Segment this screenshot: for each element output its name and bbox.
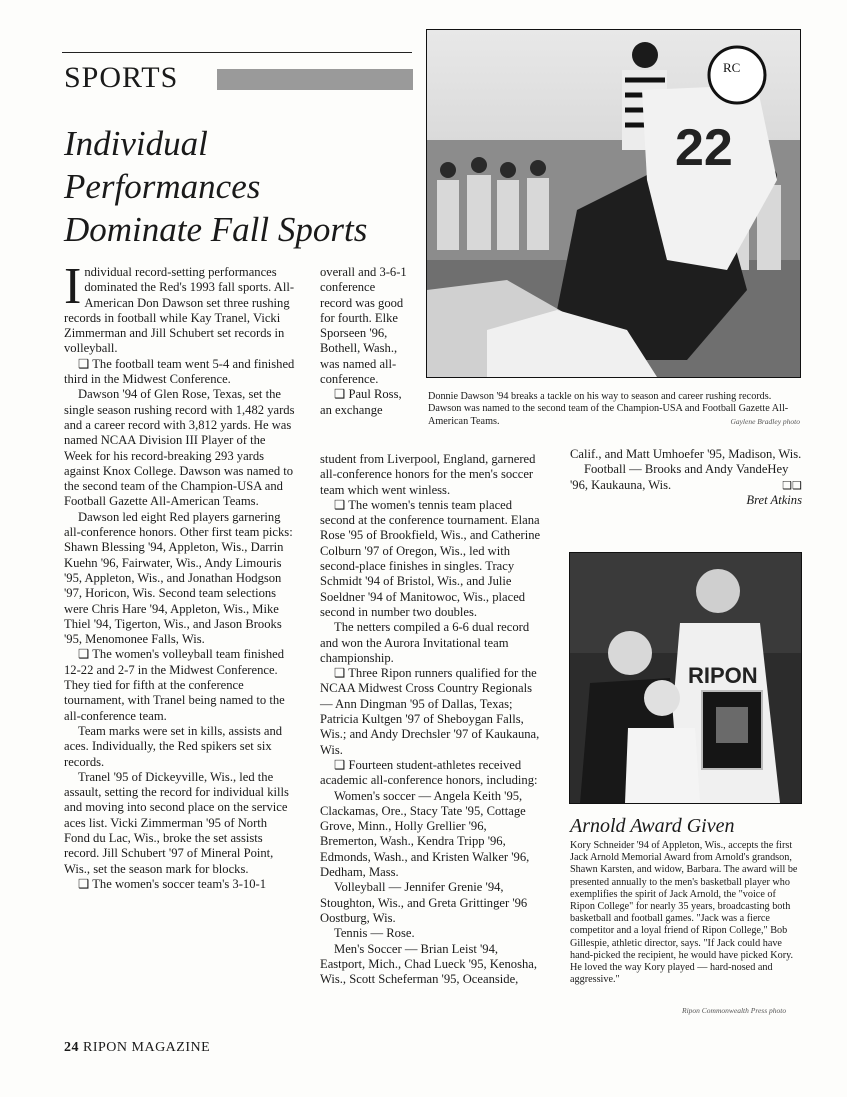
jersey-number: 22	[675, 119, 733, 177]
paragraph: ❑ The women's tennis team placed second at the conference tournament. Elana Rose '95 of Brookfield, Wis., and Catherine Colburn '97 of Oregon, Wis., led with second-place finishes in singles. Tracy Schmidt '94 of Bristol, Wis., and Julie Soeldner '94 of Manitowoc, Wis., placed second in number two doubles.	[320, 497, 541, 619]
paragraph: student from Liverpool, England, garnered all-conference honors for the men's soccer team which went winless.	[320, 452, 536, 497]
end-mark: ❑❑	[782, 478, 802, 492]
paragraph: Tennis — Rose.	[334, 926, 415, 941]
headline	[64, 122, 424, 251]
headline-line-2: Performances	[64, 167, 261, 206]
header-rule	[62, 52, 412, 53]
paragraph: ❑ Paul Ross, an exchange	[320, 387, 402, 417]
section-bar	[217, 69, 413, 90]
photo-credit: Ripon Commonwealth Press photo	[682, 1006, 787, 1015]
lead-paragraph: Individual record-setting performances dominated the Red's 1993 fall sports. All-American Don Dawson set three rushing records in football while Kay Tranel, Vicki Zimmerman and Jill Schubert set records in volleyball.	[64, 258, 295, 356]
paragraph: ❑ Three Ripon runners qualified for the NCAA Midwest Cross Country Regionals — Ann Dingman '95 of Dallas, Texas; Patricia Kultgen '97 of Sheboygan Falls, Wis.; and Andy Drechsler '97 of Kaukauna, Wis.	[320, 666, 540, 757]
page-number: 24	[64, 1040, 79, 1055]
paragraph: The netters compiled a 6-6 dual record and won the Aurora Invitational team championship.	[320, 620, 530, 665]
award-title: Arnold Award Given	[570, 815, 735, 837]
jersey-text: RIPON	[688, 663, 758, 688]
paragraph: ❑ The women's volleyball team finished 12-22 and 2-7 in the Midwest Conference. They tied for fifth at the conference tournament, with Tranel being named to the all-conference team.	[64, 647, 285, 723]
photo-caption: Donnie Dawson '94 breaks a tackle on his way to season and career rushing records. Dawson was named to the second team of the Champion-USA and Football Gazette All-American Teams. Gaylene Bradley photo	[428, 391, 800, 427]
paragraph: Volleyball — Jennifer Grenie '94, Stoughton, Wis., and Greta Grittinger '96 Oostburg, Wis.	[320, 880, 528, 925]
award-photo	[569, 552, 802, 804]
headline-line-1: Individual	[64, 124, 208, 163]
paragraph: Team marks were set in kills, assists and aces. Individually, the Red spikers set six records.	[64, 723, 283, 769]
byline-signature: Bret Atkins	[746, 492, 802, 507]
paragraph: ❑ Fourteen student-athletes received academic all-conference honors, including:	[320, 757, 538, 788]
headline-line-3: Dominate Fall Sports	[64, 210, 368, 249]
article-column-2	[320, 452, 545, 987]
drop-cap: I	[64, 258, 82, 315]
paragraph: Calif., and Matt Umhoefer '95, Madison, Wis.	[570, 447, 802, 461]
paragraph: Women's soccer — Angela Keith '95, Clackamas, Ore., Stacy Tate '95, Cottage Grove, Minn., Holly Grellier '96, Bremerton, Wash., Kendra Tripp '96, Edmonds, Wash., and Kristen Walker '96, Dedham, Mass.	[320, 788, 530, 880]
paragraph: Men's Soccer — Brian Leist '94, Eastport, Mich., Chad Lueck '95, Kenosha, Wis., Scott Scheferman '95, Oceanside,	[320, 941, 538, 987]
paragraph: Football — Brooks and Andy VandeHey '96, Kaukauna, Wis. ❑❑	[570, 462, 802, 492]
paragraph: Dawson led eight Red players garnering all-conference honors. Other first team picks: Shawn Blessing '94, Appleton, Wis., Darrin Kuehn '96, Fairwater, Wis., Andy Limouris '95, Appleton, Wis., and Jonathan Hodgson '97, Horicon, Wis. Second team selections were Chris Hare '94, Appleton, Wis., Mike Thiel '94, Tigerton, Wis., and Jason Brooks '95, Menomonee Falls, Wis.	[64, 509, 293, 647]
magazine-name: RIPON MAGAZINE	[83, 1040, 211, 1055]
paragraph: ❑ The football team went 5-4 and finished third in the Midwest Conference.	[64, 356, 295, 387]
paragraph: Dawson '94 of Glen Rose, Texas, set the single season rushing record with 1,482 yards and a career record with 3,812 yards. He was named NCAA Division III Player of the Week for his record-breaking 293 yards against Knox College. Dawson was named to the second team of the Champion-USA and Football Gazette All-American Teams.	[64, 387, 295, 509]
award-text: Kory Schneider '94 of Appleton, Wis., accepts the first Jack Arnold Memorial Award from Arnold's grandson, Shawn Karsten, and widow, Barbara. The award will be presented annually to the men's basketball player who exemplifies the spirit of Jack Arnold, the "voice of Ripon College" for nearly 35 years, broadcasting both basketball and football games. "Jack was a fierce competitor and a loyal friend of Ripon College," Bob Gillespie, athletic director, says. "If Jack could have hand-picked the recipient, he would have picked Kory. He loved the way Kory played — hard-nosed and aggressive."	[570, 840, 798, 986]
page-footer	[64, 1040, 210, 1056]
article-column-2-narrow	[320, 265, 408, 418]
paragraph: ❑ The women's soccer team's 3-10-1	[78, 876, 267, 891]
football-photo	[426, 29, 801, 378]
paragraph: overall and 3-6-1 conference record was good for fourth. Elke Sporseen '96, Bothell, Wash., was named all-conference.	[320, 265, 407, 387]
article-column-3	[570, 447, 802, 508]
article-column-1	[64, 258, 296, 892]
helmet-logo: RC	[723, 60, 741, 75]
section-label: SPORTS	[64, 61, 179, 94]
photo-credit: Gaylene Bradley photo	[730, 416, 800, 426]
paragraph: Tranel '95 of Dickeyville, Wis., led the assault, setting the record for individual kills and moving into second place on the service aces list. Vicki Zimmerman '95 of North Fond du Lac, Wis., broke the set assists record. Jill Schubert '97 of Mineral Point, Wis., set the season mark for blocks.	[64, 769, 289, 876]
